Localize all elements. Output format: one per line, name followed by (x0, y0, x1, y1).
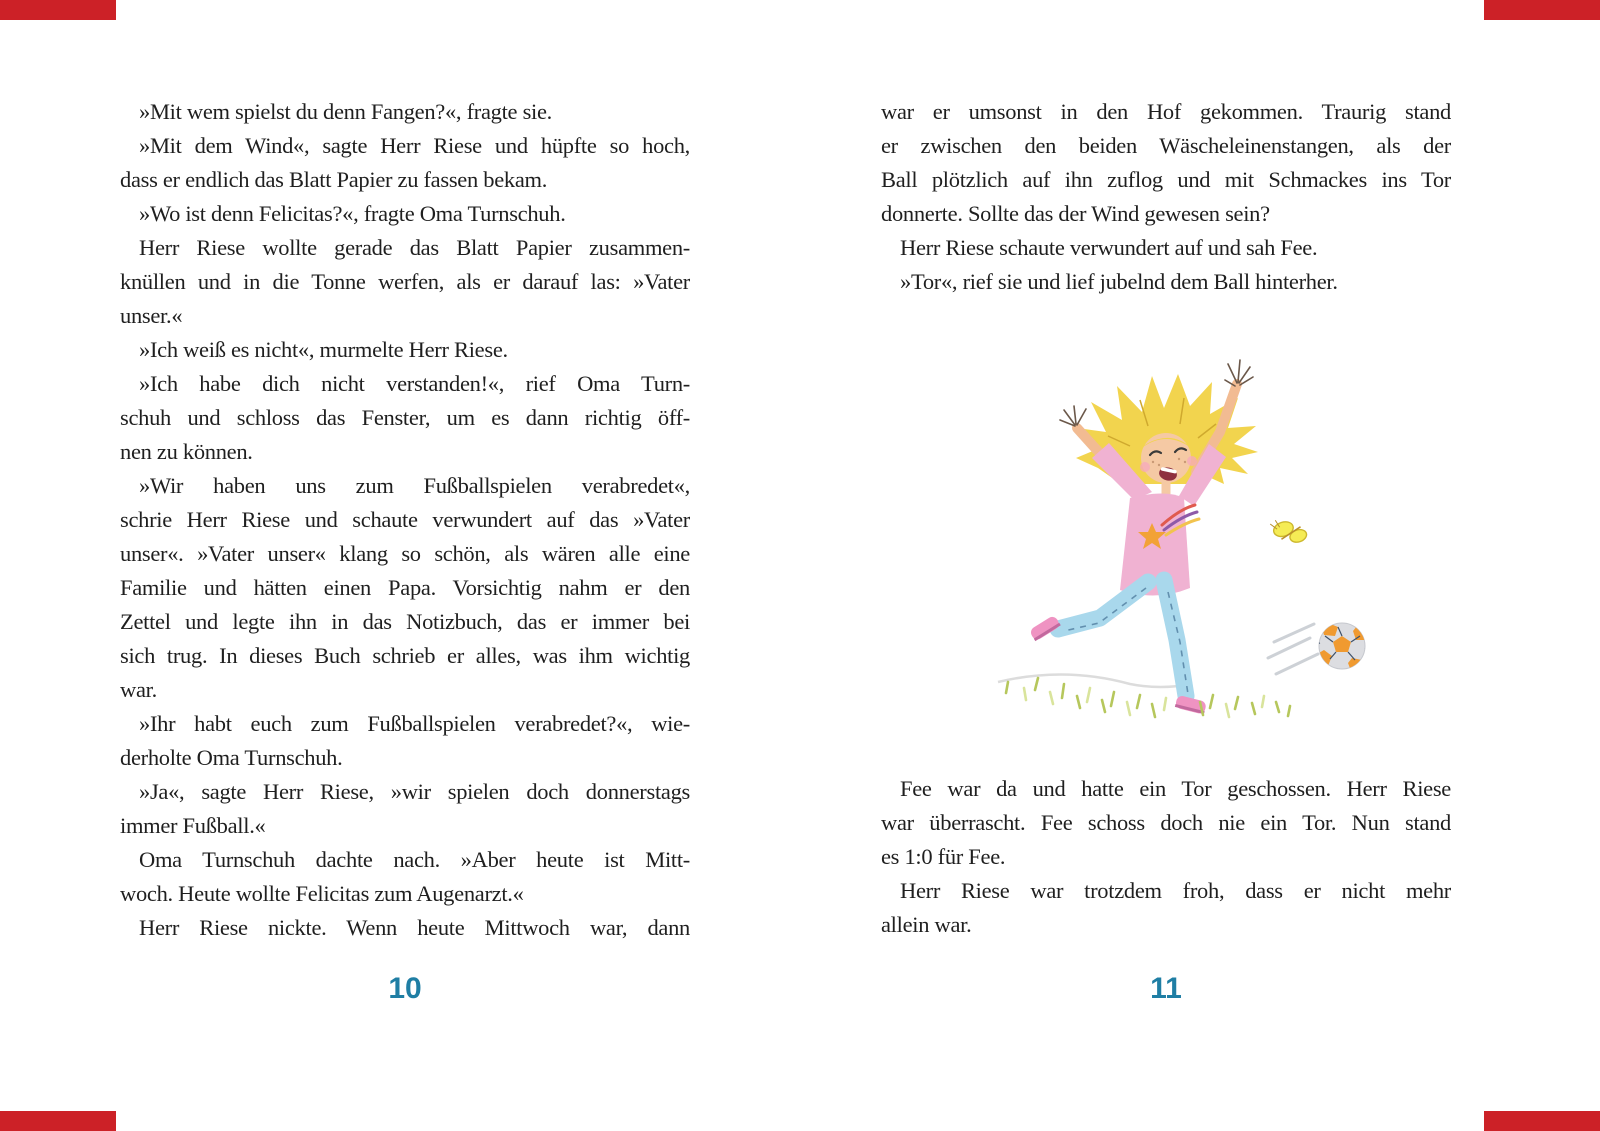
text-line: »Ich habe dich nicht verstanden!«, rief Oma Turn- (139, 371, 690, 396)
jumping-girl (1029, 360, 1258, 715)
cover-edge-bottom-left (0, 1111, 116, 1131)
page-number-left: 10 (388, 972, 422, 1005)
text-line: unser«. »Vater unser« klang so schön, als wären alle eine (120, 541, 690, 566)
blush-right (1187, 456, 1197, 466)
soccer-ball (1313, 615, 1371, 676)
text-line: allein war. (881, 912, 972, 937)
motion-lines (1268, 624, 1318, 674)
shoe-back (1029, 615, 1061, 642)
text-line: Herr Riese wollte gerade das Blatt Papier zusammen- (139, 235, 690, 260)
page-left-text (120, 95, 690, 945)
text-line: Ball plötzlich auf ihn zuflog und mit Schmackes ins Tor (881, 167, 1451, 192)
text-line: er zwischen den beiden Wäscheleinenstangen, als der (881, 133, 1451, 158)
text-line: schuh und schloss das Fenster, um es dann richtig öff- (120, 405, 690, 430)
right-hand-fingers (1225, 360, 1253, 386)
text-line: war. (120, 677, 157, 702)
text-line: war überrascht. Fee schoss doch nie ein Tor. Nun stand (881, 810, 1451, 835)
text-line: »Wo ist denn Felicitas?«, fragte Oma Turnschuh. (139, 201, 566, 226)
text-line: derholte Oma Turnschuh. (120, 745, 343, 770)
soccer-girl-illustration (980, 340, 1430, 730)
text-line: Fee war da und hatte ein Tor geschossen. Herr Riese (900, 776, 1451, 801)
cover-edge-top-right (1484, 0, 1600, 20)
text-line: schrie Herr Riese und schaute verwundert auf das »Vater (120, 507, 690, 532)
text-line: es 1:0 für Fee. (881, 844, 1006, 869)
text-line: immer Fußball.« (120, 813, 266, 838)
text-line: Oma Turnschuh dachte nach. »Aber heute ist Mitt- (139, 847, 690, 872)
text-line: nen zu können. (120, 439, 253, 464)
cover-edge-top-left (0, 0, 116, 20)
text-line: »Tor«, rief sie und lief jubelnd dem Ball hinterher. (900, 269, 1338, 294)
text-line: woch. Heute wollte Felicitas zum Augenarzt.« (120, 881, 524, 906)
text-line: dass er endlich das Blatt Papier zu fassen bekam. (120, 167, 548, 192)
cover-edge-bottom-right (1484, 1111, 1600, 1131)
text-line: sich trug. In dieses Buch schrieb er alles, was ihm wichtig (120, 643, 690, 668)
text-line: »Mit dem Wind«, sagte Herr Riese und hüpfte so hoch, (139, 133, 690, 158)
text-line: donnerte. Sollte das der Wind gewesen sein? (881, 201, 1270, 226)
text-line: Herr Riese war trotzdem froh, dass er nicht mehr (900, 878, 1451, 903)
page-right-text-bottom (881, 772, 1451, 942)
left-hand-fingers (1060, 406, 1086, 426)
text-line: »Mit wem spielst du denn Fangen?«, fragte sie. (139, 99, 552, 124)
text-line: unser.« (120, 303, 183, 328)
text-line: war er umsonst in den Hof gekommen. Traurig stand (881, 99, 1451, 124)
butterfly (1270, 512, 1309, 548)
text-line: »Ihr habt euch zum Fußballspielen verabredet?«, wie- (139, 711, 690, 736)
text-line: Herr Riese schaute verwundert auf und sah Fee. (900, 235, 1318, 260)
ground-line (998, 674, 1192, 687)
page-right-text-top (881, 95, 1451, 299)
jeans (1058, 580, 1186, 696)
text-line: »Ich weiß es nicht«, murmelte Herr Riese. (139, 337, 508, 362)
text-line: knüllen und in die Tonne werfen, als er darauf las: »Vater (120, 269, 690, 294)
blush-left (1140, 462, 1150, 472)
grass (1006, 678, 1290, 717)
text-line: »Wir haben uns zum Fußballspielen verabredet«, (139, 473, 690, 498)
text-line: Familie und hätten einen Papa. Vorsichtig nahm er den (120, 575, 690, 600)
page-number-right: 11 (1150, 972, 1182, 1005)
text-line: Herr Riese nickte. Wenn heute Mittwoch war, dann (139, 915, 690, 940)
text-line: »Ja«, sagte Herr Riese, »wir spielen doch donnerstags (139, 779, 690, 804)
text-line: Zettel und legte ihn in das Notizbuch, das er immer bei (120, 609, 690, 634)
